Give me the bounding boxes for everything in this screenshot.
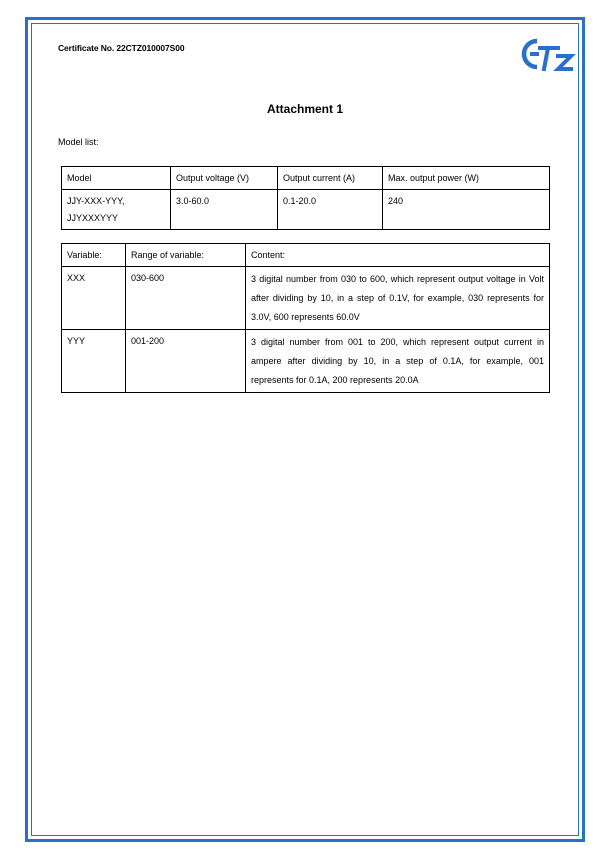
variable-cell: YYY <box>62 330 126 393</box>
model-line: JJYXXXYYY <box>67 213 119 223</box>
ctz-logo-icon <box>518 35 576 73</box>
model-cell <box>62 190 171 230</box>
header-cell: Output voltage (V) <box>171 167 278 190</box>
variable-cell: XXX <box>62 267 126 330</box>
page-border-inner <box>31 23 579 836</box>
header-cell: Max. output power (W) <box>383 167 550 190</box>
power-cell: 240 <box>383 190 550 230</box>
header-cell: Variable: <box>62 244 126 267</box>
table-row <box>62 190 550 230</box>
current-cell: 0.1-20.0 <box>278 190 383 230</box>
page-title: Attachment 1 <box>266 102 343 116</box>
table-row <box>62 330 550 393</box>
content-cell: 3 digital number from 030 to 600, which represent output voltage in Volt after dividing by 10, in a step of 0.1V, for example, 030 represents for 3.0V, 600 represents 60.0V <box>246 267 550 330</box>
certificate-number: Certificate No. 22CTZ010007S00 <box>58 43 185 53</box>
voltage-cell: 3.0-60.0 <box>171 190 278 230</box>
model-table <box>61 166 550 230</box>
table-row <box>62 267 550 330</box>
header-cell: Content: <box>246 244 550 267</box>
variable-table-header-row <box>62 244 550 267</box>
range-cell: 001-200 <box>126 330 246 393</box>
model-line: JJY-XXX-YYY, <box>67 196 125 206</box>
header-cell: Range of variable: <box>126 244 246 267</box>
range-cell: 030-600 <box>126 267 246 330</box>
header-cell: Output current (A) <box>278 167 383 190</box>
header-cell: Model <box>62 167 171 190</box>
variable-table <box>61 243 550 393</box>
model-list-label: Model list: <box>58 137 99 147</box>
model-table-header-row <box>62 167 550 190</box>
content-cell: 3 digital number from 001 to 200, which represent output current in ampere after dividing by 10, in a step of 0.1A, for example, 001 represents for 0.1A, 200 represents 20.0A <box>246 330 550 393</box>
